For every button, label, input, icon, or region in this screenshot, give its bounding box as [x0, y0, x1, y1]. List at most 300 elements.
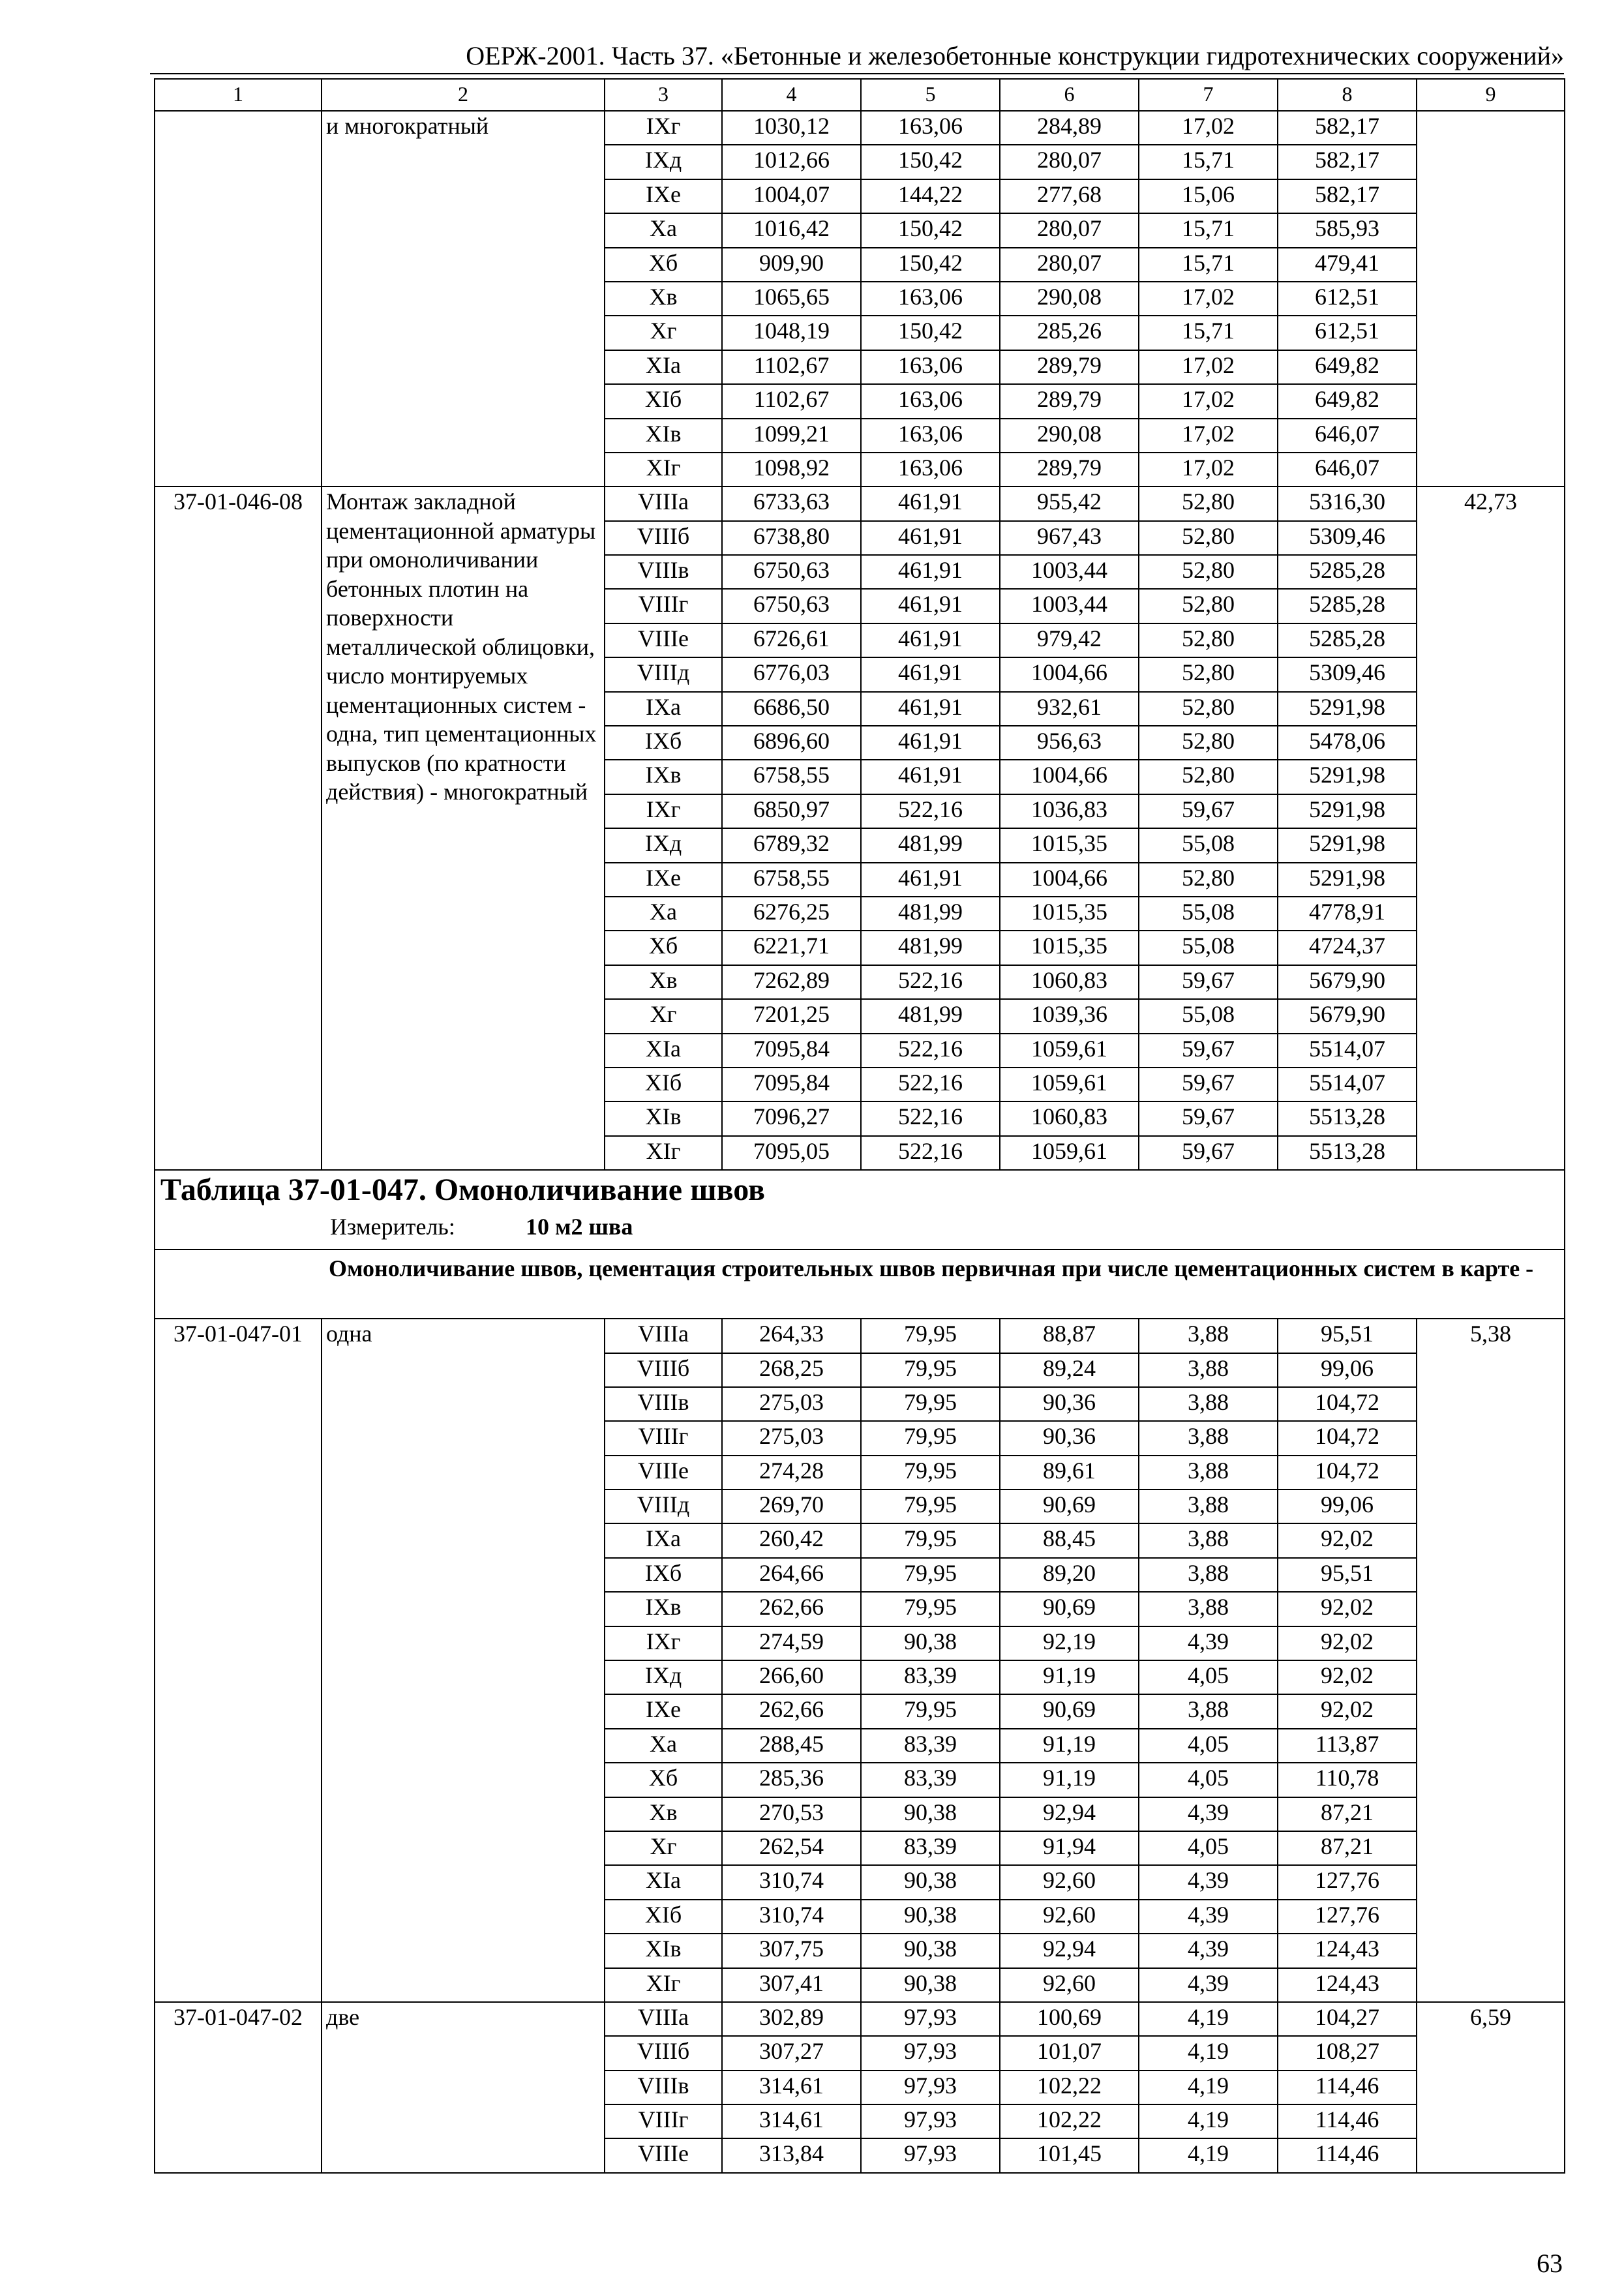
region-code: IXд	[605, 1660, 722, 1694]
wages: 79,95	[861, 1387, 1000, 1421]
machine-operation: 280,07	[1000, 213, 1139, 247]
machine-operation: 955,42	[1000, 486, 1139, 520]
wages: 522,16	[861, 794, 1000, 828]
machinist-wages: 4,39	[1139, 1865, 1278, 1899]
machinist-wages: 3,88	[1139, 1387, 1278, 1421]
region-code: Xв	[605, 1797, 722, 1831]
direct-costs: 275,03	[722, 1387, 861, 1421]
wages: 79,95	[861, 1319, 1000, 1353]
wages: 163,06	[861, 453, 1000, 486]
region-code: XIб	[605, 1900, 722, 1934]
machinist-wages: 59,67	[1139, 1136, 1278, 1170]
region-code: VIIIб	[605, 1353, 722, 1387]
wages: 90,38	[861, 1797, 1000, 1831]
machinist-wages: 59,67	[1139, 794, 1278, 828]
region-code: IXг	[605, 794, 722, 828]
materials: 5514,07	[1278, 1034, 1417, 1068]
materials: 5514,07	[1278, 1068, 1417, 1101]
materials: 124,43	[1278, 1968, 1417, 2002]
column-number: 2	[322, 79, 605, 111]
materials: 479,41	[1278, 248, 1417, 282]
labor-costs	[1417, 111, 1565, 486]
machinist-wages: 52,80	[1139, 555, 1278, 589]
rate-code: 37-01-047-02	[155, 2002, 322, 2173]
wages: 461,91	[861, 589, 1000, 623]
region-code: Xб	[605, 1763, 722, 1797]
direct-costs: 7095,05	[722, 1136, 861, 1170]
region-code: VIIIв	[605, 1387, 722, 1421]
materials: 92,02	[1278, 1660, 1417, 1694]
wages: 522,16	[861, 1034, 1000, 1068]
materials: 5513,28	[1278, 1101, 1417, 1135]
machinist-wages: 55,08	[1139, 828, 1278, 862]
direct-costs: 6738,80	[722, 521, 861, 555]
machine-operation: 101,45	[1000, 2138, 1139, 2172]
direct-costs: 314,61	[722, 2071, 861, 2104]
direct-costs: 7096,27	[722, 1101, 861, 1135]
region-code: VIIIд	[605, 1489, 722, 1523]
materials: 127,76	[1278, 1865, 1417, 1899]
wages: 461,91	[861, 486, 1000, 520]
materials: 4724,37	[1278, 931, 1417, 965]
region-code: Xв	[605, 282, 722, 316]
materials: 99,06	[1278, 1489, 1417, 1523]
machine-operation: 284,89	[1000, 111, 1139, 145]
direct-costs: 264,66	[722, 1558, 861, 1592]
direct-costs: 313,84	[722, 2138, 861, 2172]
machine-operation: 1004,66	[1000, 760, 1139, 794]
machinist-wages: 52,80	[1139, 863, 1278, 897]
machinist-wages: 52,80	[1139, 760, 1278, 794]
region-code: IXе	[605, 1694, 722, 1728]
materials: 582,17	[1278, 145, 1417, 179]
section-heading: Омоноличивание швов, цементация строительных швов первичная при числе цементационных систем в карте -	[155, 1249, 1565, 1319]
direct-costs: 6750,63	[722, 589, 861, 623]
machinist-wages: 55,08	[1139, 999, 1278, 1033]
wages: 163,06	[861, 384, 1000, 418]
materials: 104,72	[1278, 1387, 1417, 1421]
wages: 522,16	[861, 965, 1000, 999]
wages: 461,91	[861, 692, 1000, 726]
machinist-wages: 52,80	[1139, 657, 1278, 691]
wages: 79,95	[861, 1694, 1000, 1728]
machine-operation: 1059,61	[1000, 1068, 1139, 1101]
region-code: VIIIе	[605, 1456, 722, 1489]
materials: 108,27	[1278, 2036, 1417, 2070]
region-code: VIIIг	[605, 2104, 722, 2138]
labor-costs: 6,59	[1417, 2002, 1565, 2173]
wages: 163,06	[861, 111, 1000, 145]
machine-operation: 90,69	[1000, 1694, 1139, 1728]
direct-costs: 6276,25	[722, 897, 861, 931]
machine-operation: 1060,83	[1000, 1101, 1139, 1135]
wages: 79,95	[861, 1421, 1000, 1455]
direct-costs: 1012,66	[722, 145, 861, 179]
machine-operation: 89,24	[1000, 1353, 1139, 1387]
direct-costs: 1048,19	[722, 316, 861, 350]
measure-row	[155, 1212, 1565, 1249]
machinist-wages: 15,71	[1139, 145, 1278, 179]
region-code: XIа	[605, 1865, 722, 1899]
region-code: IXд	[605, 145, 722, 179]
machinist-wages: 3,88	[1139, 1353, 1278, 1387]
materials: 646,07	[1278, 453, 1417, 486]
direct-costs: 262,66	[722, 1592, 861, 1626]
machine-operation: 90,36	[1000, 1421, 1139, 1455]
wages: 90,38	[861, 1968, 1000, 2002]
machinist-wages: 52,80	[1139, 521, 1278, 555]
direct-costs: 6686,50	[722, 692, 861, 726]
machine-operation: 89,61	[1000, 1456, 1139, 1489]
labor-costs: 42,73	[1417, 486, 1565, 1170]
price-table	[154, 78, 1565, 2174]
materials: 99,06	[1278, 1353, 1417, 1387]
wages: 97,93	[861, 2104, 1000, 2138]
region-code: XIг	[605, 453, 722, 486]
direct-costs: 6776,03	[722, 657, 861, 691]
machinist-wages: 3,88	[1139, 1592, 1278, 1626]
machine-operation: 1004,66	[1000, 657, 1139, 691]
machinist-wages: 3,88	[1139, 1489, 1278, 1523]
region-code: Xа	[605, 1729, 722, 1763]
direct-costs: 275,03	[722, 1421, 861, 1455]
region-code: Xб	[605, 248, 722, 282]
direct-costs: 6789,32	[722, 828, 861, 862]
machinist-wages: 55,08	[1139, 931, 1278, 965]
region-code: IXв	[605, 760, 722, 794]
machine-operation: 285,26	[1000, 316, 1139, 350]
direct-costs: 310,74	[722, 1900, 861, 1934]
page-number: 63	[1537, 2249, 1563, 2278]
wages: 144,22	[861, 179, 1000, 213]
materials: 4778,91	[1278, 897, 1417, 931]
materials: 5291,98	[1278, 828, 1417, 862]
direct-costs: 1004,07	[722, 179, 861, 213]
machinist-wages: 4,19	[1139, 2002, 1278, 2036]
machinist-wages: 17,02	[1139, 419, 1278, 453]
materials: 5285,28	[1278, 589, 1417, 623]
wages: 97,93	[861, 2002, 1000, 2036]
materials: 92,02	[1278, 1592, 1417, 1626]
wages: 522,16	[861, 1101, 1000, 1135]
machine-operation: 91,19	[1000, 1660, 1139, 1694]
machinist-wages: 59,67	[1139, 1101, 1278, 1135]
machinist-wages: 59,67	[1139, 1034, 1278, 1068]
region-code: IXб	[605, 1558, 722, 1592]
region-code: VIIIб	[605, 2036, 722, 2070]
wages: 163,06	[861, 419, 1000, 453]
materials: 113,87	[1278, 1729, 1417, 1763]
materials: 5316,30	[1278, 486, 1417, 520]
table-row	[155, 2002, 1565, 2036]
machine-operation: 1015,35	[1000, 828, 1139, 862]
region-code: IXб	[605, 726, 722, 760]
machine-operation: 290,08	[1000, 282, 1139, 316]
machinist-wages: 4,39	[1139, 1626, 1278, 1660]
direct-costs: 6850,97	[722, 794, 861, 828]
wages: 90,38	[861, 1934, 1000, 1967]
region-code: XIв	[605, 419, 722, 453]
wages: 83,39	[861, 1660, 1000, 1694]
machine-operation: 289,79	[1000, 350, 1139, 384]
machinist-wages: 52,80	[1139, 726, 1278, 760]
wages: 79,95	[861, 1353, 1000, 1387]
machine-operation: 1015,35	[1000, 897, 1139, 931]
measure-label: Измеритель:	[330, 1214, 455, 1240]
region-code: VIIIв	[605, 555, 722, 589]
direct-costs: 6758,55	[722, 760, 861, 794]
wages: 79,95	[861, 1558, 1000, 1592]
materials: 114,46	[1278, 2138, 1417, 2172]
wages: 461,91	[861, 521, 1000, 555]
region-code: XIа	[605, 1034, 722, 1068]
wages: 481,99	[861, 931, 1000, 965]
region-code: IXа	[605, 692, 722, 726]
region-code: XIв	[605, 1934, 722, 1967]
machine-operation: 1004,66	[1000, 863, 1139, 897]
wages: 79,95	[861, 1489, 1000, 1523]
labor-costs: 5,38	[1417, 1319, 1565, 2002]
machinist-wages: 4,39	[1139, 1934, 1278, 1967]
machinist-wages: 52,80	[1139, 486, 1278, 520]
wages: 481,99	[861, 897, 1000, 931]
materials: 5309,46	[1278, 521, 1417, 555]
machine-operation: 277,68	[1000, 179, 1139, 213]
direct-costs: 288,45	[722, 1729, 861, 1763]
direct-costs: 7095,84	[722, 1034, 861, 1068]
machinist-wages: 4,39	[1139, 1900, 1278, 1934]
rate-code: 37-01-046-08	[155, 486, 322, 1170]
machinist-wages: 4,05	[1139, 1763, 1278, 1797]
materials: 92,02	[1278, 1626, 1417, 1660]
region-code: Xб	[605, 931, 722, 965]
region-code: IXе	[605, 179, 722, 213]
rate-description: одна	[322, 1319, 605, 2002]
machine-operation: 1003,44	[1000, 589, 1139, 623]
direct-costs: 1099,21	[722, 419, 861, 453]
direct-costs: 307,27	[722, 2036, 861, 2070]
machine-operation: 1036,83	[1000, 794, 1139, 828]
wages: 150,42	[861, 145, 1000, 179]
materials: 585,93	[1278, 213, 1417, 247]
wages: 150,42	[861, 316, 1000, 350]
direct-costs: 6758,55	[722, 863, 861, 897]
materials: 646,07	[1278, 419, 1417, 453]
machine-operation: 289,79	[1000, 453, 1139, 486]
region-code: XIб	[605, 384, 722, 418]
machinist-wages: 17,02	[1139, 350, 1278, 384]
machine-operation: 967,43	[1000, 521, 1139, 555]
region-code: VIIIа	[605, 2002, 722, 2036]
machine-operation: 88,87	[1000, 1319, 1139, 1353]
region-code: VIIIг	[605, 1421, 722, 1455]
region-code: VIIIг	[605, 589, 722, 623]
table-title: Таблица 37-01-047. Омоноличивание швов	[155, 1170, 1565, 1212]
machinist-wages: 17,02	[1139, 111, 1278, 145]
machine-operation: 92,60	[1000, 1968, 1139, 2002]
direct-costs: 274,59	[722, 1626, 861, 1660]
rate-code: 37-01-047-01	[155, 1319, 322, 2002]
direct-costs: 285,36	[722, 1763, 861, 1797]
direct-costs: 1016,42	[722, 213, 861, 247]
direct-costs: 7262,89	[722, 965, 861, 999]
column-number: 9	[1417, 79, 1565, 111]
wages: 481,99	[861, 828, 1000, 862]
machinist-wages: 3,88	[1139, 1523, 1278, 1557]
machinist-wages: 4,05	[1139, 1660, 1278, 1694]
wages: 97,93	[861, 2036, 1000, 2070]
machine-operation: 90,69	[1000, 1592, 1139, 1626]
column-number: 5	[861, 79, 1000, 111]
region-code: VIIIа	[605, 486, 722, 520]
wages: 90,38	[861, 1900, 1000, 1934]
column-number-row	[155, 79, 1565, 111]
materials: 5679,90	[1278, 999, 1417, 1033]
table-row	[155, 1319, 1565, 1353]
materials: 104,72	[1278, 1456, 1417, 1489]
region-code: VIIIе	[605, 2138, 722, 2172]
materials: 5513,28	[1278, 1136, 1417, 1170]
direct-costs: 302,89	[722, 2002, 861, 2036]
machinist-wages: 4,05	[1139, 1831, 1278, 1865]
wages: 481,99	[861, 999, 1000, 1033]
measure-value: 10 м2 шва	[526, 1214, 633, 1240]
rate-description: две	[322, 2002, 605, 2173]
region-code: XIг	[605, 1968, 722, 2002]
machinist-wages: 52,80	[1139, 623, 1278, 657]
direct-costs: 264,33	[722, 1319, 861, 1353]
materials: 104,27	[1278, 2002, 1417, 2036]
materials: 92,02	[1278, 1523, 1417, 1557]
direct-costs: 6896,60	[722, 726, 861, 760]
machinist-wages: 15,71	[1139, 248, 1278, 282]
direct-costs: 7095,84	[722, 1068, 861, 1101]
materials: 114,46	[1278, 2104, 1417, 2138]
materials: 5679,90	[1278, 965, 1417, 999]
materials: 5478,06	[1278, 726, 1417, 760]
materials: 612,51	[1278, 282, 1417, 316]
region-code: XIа	[605, 350, 722, 384]
direct-costs: 307,41	[722, 1968, 861, 2002]
machine-operation: 280,07	[1000, 145, 1139, 179]
machinist-wages: 4,05	[1139, 1729, 1278, 1763]
wages: 150,42	[861, 213, 1000, 247]
direct-costs: 909,90	[722, 248, 861, 282]
machinist-wages: 4,39	[1139, 1968, 1278, 2002]
machinist-wages: 4,19	[1139, 2071, 1278, 2104]
materials: 124,43	[1278, 1934, 1417, 1967]
direct-costs: 6750,63	[722, 555, 861, 589]
column-number: 8	[1278, 79, 1417, 111]
machine-operation: 1003,44	[1000, 555, 1139, 589]
header-rule	[150, 73, 1564, 74]
region-code: IXе	[605, 863, 722, 897]
region-code: Xг	[605, 316, 722, 350]
wages: 97,93	[861, 2071, 1000, 2104]
machine-operation: 92,94	[1000, 1797, 1139, 1831]
region-code: IXг	[605, 1626, 722, 1660]
wages: 90,38	[861, 1865, 1000, 1899]
region-code: IXв	[605, 1592, 722, 1626]
machinist-wages: 55,08	[1139, 897, 1278, 931]
materials: 5285,28	[1278, 555, 1417, 589]
running-header: ОЕРЖ-2001. Часть 37. «Бетонные и железобетонные конструкции гидротехнических сооружений»	[466, 41, 1564, 70]
wages: 79,95	[861, 1592, 1000, 1626]
column-number: 4	[722, 79, 861, 111]
region-code: IXа	[605, 1523, 722, 1557]
machinist-wages: 17,02	[1139, 282, 1278, 316]
machine-operation: 932,61	[1000, 692, 1139, 726]
direct-costs: 307,75	[722, 1934, 861, 1967]
machine-operation: 92,19	[1000, 1626, 1139, 1660]
region-code: IXг	[605, 111, 722, 145]
wages: 461,91	[861, 726, 1000, 760]
wages: 461,91	[861, 623, 1000, 657]
wages: 522,16	[861, 1136, 1000, 1170]
machinist-wages: 3,88	[1139, 1558, 1278, 1592]
materials: 92,02	[1278, 1694, 1417, 1728]
machine-operation: 956,63	[1000, 726, 1139, 760]
machine-operation: 100,69	[1000, 2002, 1139, 2036]
column-number: 1	[155, 79, 322, 111]
machinist-wages: 17,02	[1139, 384, 1278, 418]
direct-costs: 1030,12	[722, 111, 861, 145]
wages: 83,39	[861, 1729, 1000, 1763]
region-code: Xа	[605, 213, 722, 247]
table-row	[155, 111, 1565, 145]
direct-costs: 7201,25	[722, 999, 861, 1033]
materials: 582,17	[1278, 111, 1417, 145]
direct-costs: 269,70	[722, 1489, 861, 1523]
wages: 461,91	[861, 760, 1000, 794]
direct-costs: 1065,65	[722, 282, 861, 316]
machine-operation: 102,22	[1000, 2104, 1139, 2138]
wages: 522,16	[861, 1068, 1000, 1101]
price-table-body	[155, 79, 1565, 2173]
wages: 163,06	[861, 282, 1000, 316]
direct-costs: 6733,63	[722, 486, 861, 520]
materials: 110,78	[1278, 1763, 1417, 1797]
machinist-wages: 3,88	[1139, 1421, 1278, 1455]
region-code: IXд	[605, 828, 722, 862]
machinist-wages: 3,88	[1139, 1694, 1278, 1728]
machine-operation: 101,07	[1000, 2036, 1139, 2070]
region-code: XIв	[605, 1101, 722, 1135]
direct-costs: 266,60	[722, 1660, 861, 1694]
machine-operation: 89,20	[1000, 1558, 1139, 1592]
materials: 5291,98	[1278, 794, 1417, 828]
machinist-wages: 4,39	[1139, 1797, 1278, 1831]
materials: 5291,98	[1278, 692, 1417, 726]
materials: 95,51	[1278, 1319, 1417, 1353]
machine-operation: 91,94	[1000, 1831, 1139, 1865]
machine-operation: 92,60	[1000, 1865, 1139, 1899]
machinist-wages: 59,67	[1139, 1068, 1278, 1101]
machinist-wages: 15,06	[1139, 179, 1278, 213]
wages: 83,39	[861, 1763, 1000, 1797]
machine-operation: 88,45	[1000, 1523, 1139, 1557]
section-heading-row	[155, 1249, 1565, 1319]
column-number: 7	[1139, 79, 1278, 111]
region-code: VIIIа	[605, 1319, 722, 1353]
materials: 127,76	[1278, 1900, 1417, 1934]
wages: 461,91	[861, 555, 1000, 589]
materials: 87,21	[1278, 1831, 1417, 1865]
materials: 5285,28	[1278, 623, 1417, 657]
rate-description: и многократный	[322, 111, 605, 486]
machine-operation: 289,79	[1000, 384, 1139, 418]
machine-operation: 90,69	[1000, 1489, 1139, 1523]
